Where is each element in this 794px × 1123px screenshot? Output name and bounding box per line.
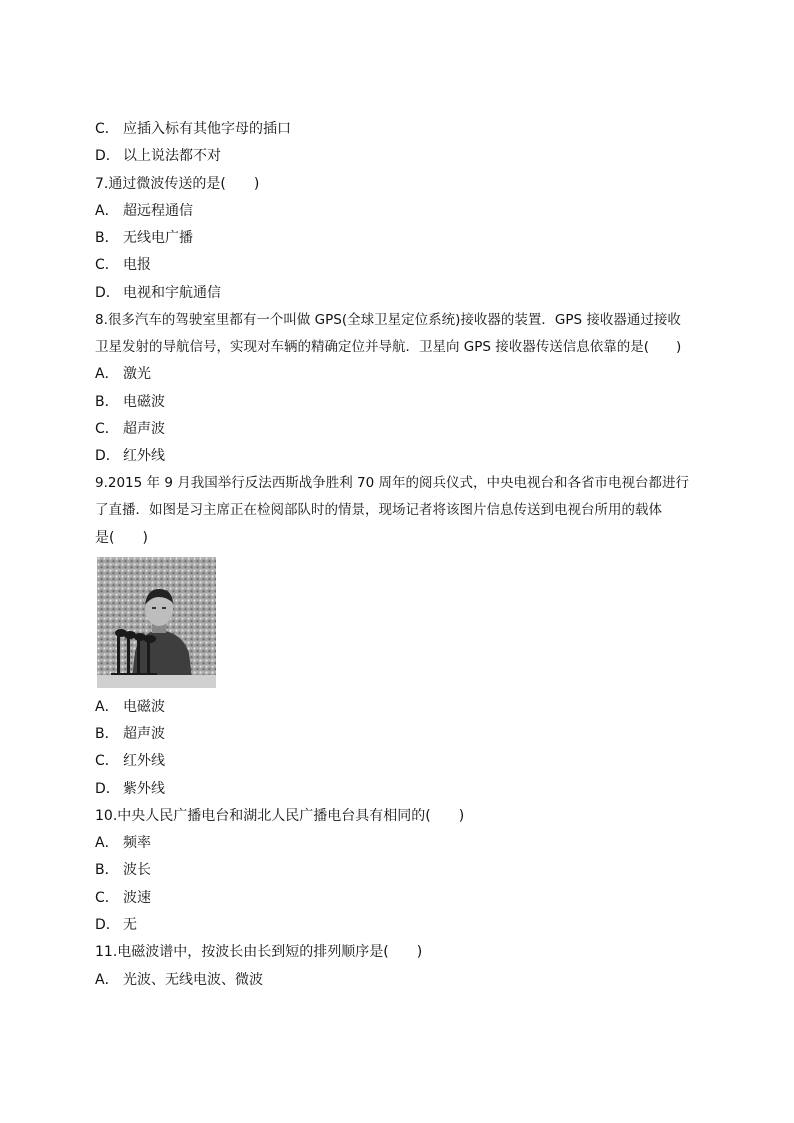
option-letter: B． xyxy=(95,394,119,410)
option-letter: B． xyxy=(95,726,119,742)
option-d xyxy=(95,146,221,166)
option-letter: A． xyxy=(95,203,119,219)
option-letter: D． xyxy=(95,917,120,933)
option-text: 无线电广播 xyxy=(123,230,193,246)
option-text: 红外线 xyxy=(123,448,165,464)
option-text: 电磁波 xyxy=(123,699,165,715)
option-letter: D． xyxy=(95,148,120,164)
option-letter: C． xyxy=(95,257,119,273)
question-11: 11.电磁波谱中，按波长由长到短的排列顺序是( ) xyxy=(95,944,423,960)
option-letter: A． xyxy=(95,366,119,382)
parade-photo xyxy=(97,557,216,688)
question-9-line-1: 9.2015 年 9 月我国举行反法西斯战争胜利 70 周年的阅兵仪式，中央电视台和各省市电视台都进行 xyxy=(95,475,689,491)
question-10: 10.中央人民广播电台和湖北人民广播电台具有相同的( ) xyxy=(95,808,465,824)
option-d xyxy=(95,915,137,935)
option-letter: C． xyxy=(95,890,119,906)
option-letter: B． xyxy=(95,862,119,878)
option-text: 红外线 xyxy=(123,753,165,769)
option-letter: B． xyxy=(95,230,119,246)
option-text: 频率 xyxy=(123,835,151,851)
option-text: 超声波 xyxy=(123,726,165,742)
question-7: 7.通过微波传送的是( ) xyxy=(95,176,260,192)
option-d xyxy=(95,779,165,799)
option-letter: C． xyxy=(95,421,119,437)
option-a xyxy=(95,201,193,221)
question-9-line-2: 了直播．如图是习主席正在检阅部队时的情景，现场记者将该图片信息传送到电视台所用的载体 xyxy=(95,502,662,518)
option-letter: D． xyxy=(95,285,120,301)
option-text: 超声波 xyxy=(123,421,165,437)
option-a xyxy=(95,833,151,853)
question-8-line-2: 卫星发射的导航信号，实现对车辆的精确定位并导航．卫星向 GPS 接收器传送信息依靠的是( ) xyxy=(95,339,682,355)
option-b xyxy=(95,724,165,744)
option-b xyxy=(95,860,151,880)
option-a xyxy=(95,364,151,384)
option-d xyxy=(95,283,221,303)
option-c xyxy=(95,255,151,275)
option-text: 应插入标有其他字母的插口 xyxy=(123,121,291,137)
option-c xyxy=(95,419,165,439)
option-b xyxy=(95,392,165,412)
option-d xyxy=(95,446,165,466)
option-letter: D． xyxy=(95,448,120,464)
option-text: 电磁波 xyxy=(123,394,165,410)
option-a xyxy=(95,970,263,990)
question-8-line-1: 8.很多汽车的驾驶室里都有一个叫做 GPS(全球卫星定位系统)接收器的装置．GPS 接收器通过接收 xyxy=(95,312,681,328)
option-letter: A． xyxy=(95,699,119,715)
option-letter: D． xyxy=(95,781,120,797)
option-text: 电报 xyxy=(123,257,151,273)
option-letter: C． xyxy=(95,753,119,769)
question-9-line-3: 是( ) xyxy=(95,530,148,546)
option-text: 光波、无线电波、微波 xyxy=(123,972,263,988)
option-text: 电视和宇航通信 xyxy=(123,285,221,301)
option-c xyxy=(95,751,165,771)
option-c xyxy=(95,888,151,908)
option-a xyxy=(95,697,165,717)
option-text: 紫外线 xyxy=(123,781,165,797)
option-letter: A． xyxy=(95,972,119,988)
option-letter: C． xyxy=(95,121,119,137)
option-text: 波长 xyxy=(123,862,151,878)
option-text: 以上说法都不对 xyxy=(123,148,221,164)
option-text: 无 xyxy=(123,917,137,933)
option-c xyxy=(95,119,291,139)
option-text: 波速 xyxy=(123,890,151,906)
option-text: 超远程通信 xyxy=(123,203,193,219)
option-b xyxy=(95,228,193,248)
option-text: 激光 xyxy=(123,366,151,382)
option-letter: A． xyxy=(95,835,119,851)
